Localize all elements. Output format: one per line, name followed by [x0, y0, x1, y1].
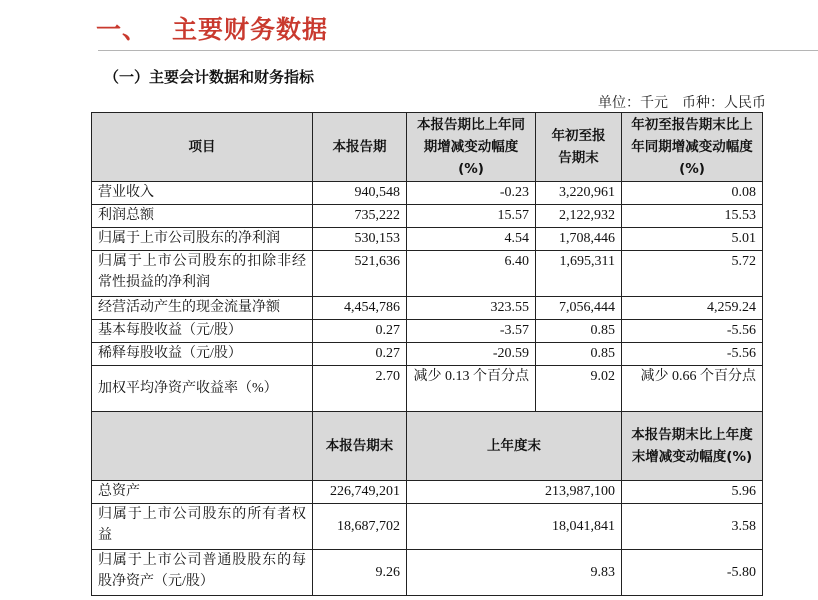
- table-row: [92, 504, 763, 550]
- cell-current: 940,548: [313, 182, 407, 205]
- cell-current: 0.27: [313, 320, 407, 343]
- table-row: [92, 550, 763, 596]
- table-row: [92, 366, 763, 412]
- section-title: 主要财务数据: [172, 15, 329, 44]
- cell-ytd-yoy: 4,259.24: [622, 297, 763, 320]
- table-row: [92, 228, 763, 251]
- section-heading: [96, 10, 328, 46]
- cell-yoy: -0.23: [407, 182, 536, 205]
- col-header-change: 本报告期末比上年度末增减变动幅度(%): [622, 412, 763, 481]
- table-row: [92, 251, 763, 297]
- section-number: 一、: [96, 15, 149, 44]
- col-header-current: 本报告期: [313, 113, 407, 182]
- cell-prior-year-end: 18,041,841: [407, 504, 622, 550]
- row-label: 基本每股收益（元/股）: [92, 320, 313, 343]
- row-label: 归属于上市公司普通股股东的每股净资产（元/股）: [92, 550, 313, 596]
- cell-ytd: 0.85: [536, 320, 622, 343]
- row-label: 经营活动产生的现金流量净额: [92, 297, 313, 320]
- col-header-prior-year-end: 上年度末: [407, 412, 622, 481]
- cell-current: 4,454,786: [313, 297, 407, 320]
- cell-ytd: 1,695,311: [536, 251, 622, 297]
- cell-yoy: 15.57: [407, 205, 536, 228]
- financial-data-table: [91, 112, 763, 596]
- col-header-ytd: 年初至报告期末: [536, 113, 622, 182]
- cell-yoy: -20.59: [407, 343, 536, 366]
- table-header-row-2: [92, 412, 763, 481]
- row-label: 加权平均净资产收益率（%）: [92, 366, 313, 412]
- subsection-heading: （一）主要会计数据和财务指标: [104, 68, 315, 86]
- cell-yoy: 减少 0.13 个百分点: [407, 366, 536, 412]
- cell-prior-year-end: 213,987,100: [407, 481, 622, 504]
- cell-ytd: 3,220,961: [536, 182, 622, 205]
- row-label: 营业收入: [92, 182, 313, 205]
- cell-current: 530,153: [313, 228, 407, 251]
- cell-ytd-yoy: 5.72: [622, 251, 763, 297]
- table-row: [92, 481, 763, 504]
- cell-ytd: 7,056,444: [536, 297, 622, 320]
- cell-prior-year-end: 9.83: [407, 550, 622, 596]
- col-header-period-end: 本报告期末: [313, 412, 407, 481]
- col-header-item: 项目: [92, 113, 313, 182]
- cell-current: 735,222: [313, 205, 407, 228]
- col-header-ytd-yoy: 年初至报告期末比上年同期增减变动幅度(%): [622, 113, 763, 182]
- cell-ytd-yoy: 5.01: [622, 228, 763, 251]
- table-row: [92, 182, 763, 205]
- cell-ytd-yoy: 减少 0.66 个百分点: [622, 366, 763, 412]
- cell-period-end: 226,749,201: [313, 481, 407, 504]
- heading-divider: [98, 50, 818, 51]
- cell-period-end: 9.26: [313, 550, 407, 596]
- col-header-blank: [92, 412, 313, 481]
- row-label: 利润总额: [92, 205, 313, 228]
- cell-current: 2.70: [313, 366, 407, 412]
- row-label: 归属于上市公司股东的所有者权益: [92, 504, 313, 550]
- cell-ytd-yoy: 15.53: [622, 205, 763, 228]
- row-label: 总资产: [92, 481, 313, 504]
- row-label: 归属于上市公司股东的扣除非经常性损益的净利润: [92, 251, 313, 297]
- col-header-yoy: 本报告期比上年同期增减变动幅度(%): [407, 113, 536, 182]
- row-label: 归属于上市公司股东的净利润: [92, 228, 313, 251]
- cell-current: 0.27: [313, 343, 407, 366]
- cell-period-end: 18,687,702: [313, 504, 407, 550]
- cell-ytd: 9.02: [536, 366, 622, 412]
- table-row: [92, 205, 763, 228]
- cell-change: 3.58: [622, 504, 763, 550]
- cell-ytd-yoy: -5.56: [622, 343, 763, 366]
- cell-yoy: -3.57: [407, 320, 536, 343]
- table-row: [92, 320, 763, 343]
- table-header-row: [92, 113, 763, 182]
- cell-change: -5.80: [622, 550, 763, 596]
- row-label: 稀释每股收益（元/股）: [92, 343, 313, 366]
- table-row: [92, 297, 763, 320]
- cell-ytd: 2,122,932: [536, 205, 622, 228]
- cell-ytd-yoy: 0.08: [622, 182, 763, 205]
- table-row: [92, 343, 763, 366]
- cell-current: 521,636: [313, 251, 407, 297]
- cell-yoy: 323.55: [407, 297, 536, 320]
- cell-ytd: 0.85: [536, 343, 622, 366]
- cell-yoy: 6.40: [407, 251, 536, 297]
- cell-ytd-yoy: -5.56: [622, 320, 763, 343]
- unit-currency-note: 单位：千元 币种：人民币: [598, 96, 766, 111]
- cell-change: 5.96: [622, 481, 763, 504]
- cell-yoy: 4.54: [407, 228, 536, 251]
- cell-ytd: 1,708,446: [536, 228, 622, 251]
